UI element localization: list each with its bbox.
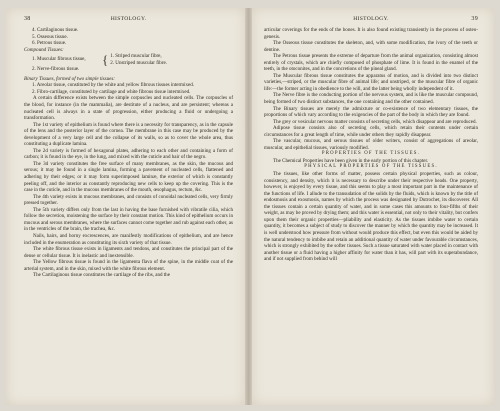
left-page xyxy=(6,8,245,405)
paragraph: The 1st variety of epithelium is found where there is a necessity for transparency, as in the capsule of the lens and the posterior layer of the cornea. The membrane in this case may be produced by the development of a very large cell and the collapse of its walls, so as to cover the whole area, thus constituting a duplicate lamina. xyxy=(24,121,233,148)
list-item: 2. Fibro-cartilage, constituted by cartilage and white fibrous tissue intermixed. xyxy=(32,88,191,95)
paragraph: The white fibrous tissue exists in ligaments and tendons, and constitutes the principal part of the dense or cellular tissue. It is inelastic and inextensible. xyxy=(24,246,233,259)
paragraph: articular coverings for the ends of the bones. It is also found existing transiently in the process of osteo-genesis. xyxy=(264,27,478,40)
brace-glyph: { xyxy=(102,51,109,67)
paragraph: The Osseous tissue constitutes the skeleton, and, with some modification, the ivory of the teeth or dentine. xyxy=(264,40,478,53)
section-heading-physical-properties: PHYSICAL PROPERTIES OF THE TISSUES. xyxy=(304,164,438,170)
paragraph: The Chemical Properties have been given in the early portion of this chapter. xyxy=(273,157,429,164)
list-item: 6. Petrous tissue. xyxy=(32,40,67,47)
right-page xyxy=(252,8,494,405)
list-item: 4. Cartilaginous tissue. xyxy=(32,27,79,33)
running-header-left xyxy=(24,16,233,27)
paragraph: The Binary tissues are merely the admixture or co-existence of two elementary tissues, the proportions of which vary according to the exigencies of the part of the body in which they are found. xyxy=(264,105,478,119)
paragraph: Adipose tissue consists also of secreting cells, which retain their contents under certain circumstances for a great length of time, while under others they rapidly disappear. xyxy=(264,125,478,138)
list-item: 2. Nerve-fibrous tissue. xyxy=(32,66,80,73)
list-item: 2. Unstriped muscular fibre. xyxy=(110,59,168,66)
paragraph: The Muscular fibrous tissue constitutes the apparatus of motion, and is divided into two distinct varieties,—striped, or the muscular fibre of animal life; and unstriped, or the muscular fibre of organic life:—the former acting in obedience to the will, and the latter being wholly independent of it. xyxy=(264,72,478,92)
paragraph: The Yellow fibrous tissue is found in the ligamenta flava of the spine, in the middle coat of the arterial system, and in the skin, mixed with the white fibrous element. xyxy=(24,259,233,272)
section-heading-properties: PROPERTIES OF THE TISSUES. xyxy=(321,151,421,157)
paragraph: The grey or vesicular nervous matter consists of secreting cells, which disappear and are reproduced. xyxy=(273,118,477,125)
paragraph: The Cartilaginous tissue constitutes the cartilage of the ribs, and the xyxy=(33,272,170,279)
paragraph: A certain difference exists between the simple corpuscles and nucleated cells. The corpuscles of the blood, for instance (in the mammalia), are destitute of a nucleus, and are persistent; whereas a nucleated cell is always in a state of progression, either producing a fluid or undergoing a transformation. xyxy=(24,95,233,122)
page-number-left: 38 xyxy=(24,16,31,22)
running-head-left: HISTOLOGY. xyxy=(110,16,147,22)
right-page-text xyxy=(264,27,478,263)
paragraph: The Nerve fibre is the conducting portion of the nervous system, and is like the muscular compound, being formed of two distinct substances, the one containing and the other contained. xyxy=(264,92,478,106)
paragraph: The Petrous tissue presents the extreme of departure from the animal organization, consisting almost entirely of crystals, which are chiefly composed of phosphate of lime. It is found in the enamel of the teeth, in the otoconites, and in the concretions of the pineal gland. xyxy=(264,53,478,73)
paragraph: The tissues, like other forms of matter, possess certain physical properties, such as colour, consistency, and density, which it is necessary to describe under their respective heads. One property, however, is enjoyed by every tissue, and this seems to play a most important part in the maintenance of the functions of life. I allude to the transudation of the solids by the fluids, which is known by the title of endosmosis and exosmosis, names by which the process was designated by Dutrochet, its discoverer. All the tissues contain a certain quantity of water, and in some cases this amounts to four-fifths of their weight, as may be proved by drying them; and this water is essential, not only to their vitality, but confers upon them their organic properties—pliability and elasticity. As the tissues imbibe water to certain quantity, it becomes a subject of study to discover the manner by which the quantity may be increased. It is well understood how pressure from without would produce this effect, but even this would be aided by the natural tendency to imbibe and retain an additional quantity of water under favourable circumstances, which is strongly exhibited by the softer tissues. Such a tissue saturated with water placed in contact with another tissue or a fluid having a higher affinity for water than it has, will part with its superabundance, and if not supplied from behind will xyxy=(264,171,478,263)
paragraph: The vascular, mucous, and serous tissues of older writers, consist of aggregations of areolar, muscular, and epithelial tissues, variously modified. xyxy=(264,138,478,151)
book-gutter xyxy=(245,8,252,405)
paragraph: Nails, hairs, and horny excrescences, are manifestly modifications of epithelium, and are hence included in the enumeration as constituting its sixth variety of that tissue. xyxy=(24,232,233,246)
muscular-fibrous-entry xyxy=(24,53,233,66)
page-number-right: 39 xyxy=(471,16,478,22)
binary-tissues-heading: Binary Tissues, formed of two simple tissues: xyxy=(24,75,115,82)
paragraph: The 4th variety exists in mucous membranes, and consists of conoidal nucleated cells, very firmly pressed together. xyxy=(24,193,233,207)
left-page-text xyxy=(24,27,233,279)
list-item: 1. Areolar tissue, constituted by the white and yellow fibrous tissues intermixed. xyxy=(32,82,195,89)
running-header-right xyxy=(264,16,478,27)
paragraph: The 2d variety is formed of hexagonal plates, adhering to each other and containing a form of carbon; it is found in the eye, in the lung, and mixed with the cuticle and hair of the negro. xyxy=(24,147,233,161)
paragraph: The 5th variety differs only from the last in having the base furnished with vibratile cilia, which follow the secretion, moistening the surface by their constant motion. This kind of epithelium occurs in mucous and serous membranes, where the surfaces cannot come together and rub against each other, as in the ventricles of the brain, the trachea, &c. xyxy=(24,206,233,233)
list-item: 5. Osseous tissue. xyxy=(32,33,68,40)
list-item: 1. Striped muscular fibre, xyxy=(110,53,162,60)
compound-tissues-heading: Compound Tissues: xyxy=(24,46,64,53)
list-item: 1. Muscular fibrous tissue, xyxy=(32,56,86,63)
running-head-right: HISTOLOGY. xyxy=(353,16,389,22)
paragraph: The 3d variety constitutes the free surface of many membranes, as the skin, the mucous and serous; it may be found in a single lamina, forming a pavement of nucleated cells, flattened and adhering by their edges; or it may form superimposed laminæ, the exterior of which is constantly peeling off, and the interior as constantly reproducing new cells to keep up the covering. This is the case in the cuticle, and in the mucous membranes of the mouth, œsophagus, rectum, &c. xyxy=(24,160,233,194)
